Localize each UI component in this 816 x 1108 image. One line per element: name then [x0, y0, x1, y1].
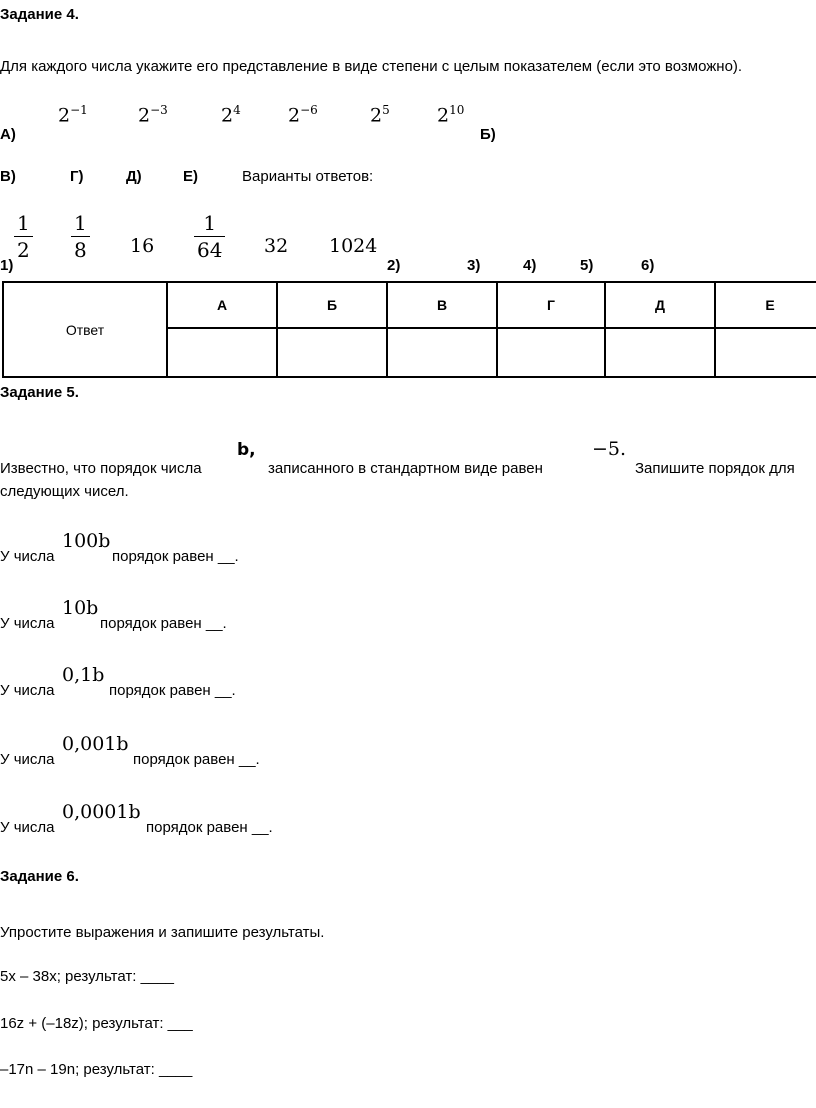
task6-instruction: Упростите выражения и запишите результаты.: [0, 924, 325, 941]
task5-intro-1: Известно, что порядок числа: [0, 460, 202, 477]
item-2-expr: 10b: [62, 597, 99, 619]
value-fraction-2: $\frac{1}{8}$: [71, 213, 90, 260]
label-b: Б): [480, 126, 496, 143]
task4-instruction: Для каждого числа укажите его представление в виде степени с целым показателем (если это возможно).: [0, 58, 743, 75]
value-fraction-4: $\frac{1}{64}$: [194, 213, 225, 260]
power-6: $2^{10}$: [437, 103, 465, 127]
item-4-expr: 0,001b: [62, 733, 129, 755]
item-1-suffix: порядок равен __.: [112, 548, 239, 565]
number-6: 6): [641, 257, 655, 274]
value-5: 32: [264, 235, 289, 257]
task5-intro-2: записанного в стандартном виде равен: [268, 460, 543, 477]
number-3: 3): [467, 257, 481, 274]
task6-title: Задание 6.: [0, 868, 79, 885]
answer-cell-v[interactable]: [387, 328, 497, 377]
header-d: Д: [605, 282, 715, 328]
power-2: $2^{-3}$: [138, 103, 168, 127]
number-2: 2): [387, 257, 401, 274]
task4-title: Задание 4.: [0, 6, 79, 23]
task5-intro-3: Запишите порядок для: [635, 460, 795, 477]
item-2-prefix: У числа: [0, 615, 55, 632]
task6-item-2: 16z + (–18z); результат: ___: [0, 1015, 193, 1032]
item-4-prefix: У числа: [0, 751, 55, 768]
answer-cell-a[interactable]: [167, 328, 277, 377]
answer-cell-b[interactable]: [277, 328, 387, 377]
item-3-suffix: порядок равен __.: [109, 682, 236, 699]
task5-title: Задание 5.: [0, 384, 79, 401]
header-b: Б: [277, 282, 387, 328]
task6-item-1: 5x – 38x; результат: ____: [0, 968, 174, 985]
label-a: А): [0, 126, 16, 143]
variants-label: Варианты ответов:: [242, 168, 374, 185]
number-1: 1): [0, 257, 14, 274]
power-4: $2^{-6}$: [288, 103, 318, 127]
item-4-suffix: порядок равен __.: [133, 751, 260, 768]
item-3-expr: 0,1b: [62, 664, 105, 686]
order-value: −5.: [592, 438, 627, 460]
value-fraction-1: $\frac{1}{2}$: [14, 213, 33, 260]
item-5-suffix: порядок равен __.: [146, 819, 273, 836]
answer-cell-e[interactable]: [715, 328, 816, 377]
power-3: $2^4$: [221, 103, 241, 127]
number-4: 4): [523, 257, 537, 274]
item-5-expr: 0,0001b: [62, 801, 141, 823]
header-e: Е: [715, 282, 816, 328]
header-a: А: [167, 282, 277, 328]
power-5: $2^5$: [370, 103, 390, 127]
value-6: 1024: [329, 235, 378, 257]
header-g: Г: [497, 282, 605, 328]
power-1: $2^{-1}$: [58, 103, 88, 127]
label-v: В): [0, 168, 16, 185]
item-1-expr: 100b: [62, 530, 111, 552]
answer-table: [2, 281, 816, 378]
item-3-prefix: У числа: [0, 682, 55, 699]
var-b: b,: [237, 440, 256, 460]
label-g: Г): [70, 168, 84, 185]
item-5-prefix: У числа: [0, 819, 55, 836]
value-3: 16: [130, 235, 155, 257]
answer-cell-g[interactable]: [497, 328, 605, 377]
header-v: В: [387, 282, 497, 328]
task5-intro-line2: следующих чисел.: [0, 483, 129, 500]
label-d: Д): [126, 168, 142, 185]
item-2-suffix: порядок равен __.: [100, 615, 227, 632]
answer-label-cell: Ответ: [3, 282, 167, 377]
item-1-prefix: У числа: [0, 548, 55, 565]
label-e: Е): [183, 168, 198, 185]
number-5: 5): [580, 257, 594, 274]
task6-item-3: –17n – 19n; результат: ____: [0, 1061, 193, 1078]
answer-cell-d[interactable]: [605, 328, 715, 377]
